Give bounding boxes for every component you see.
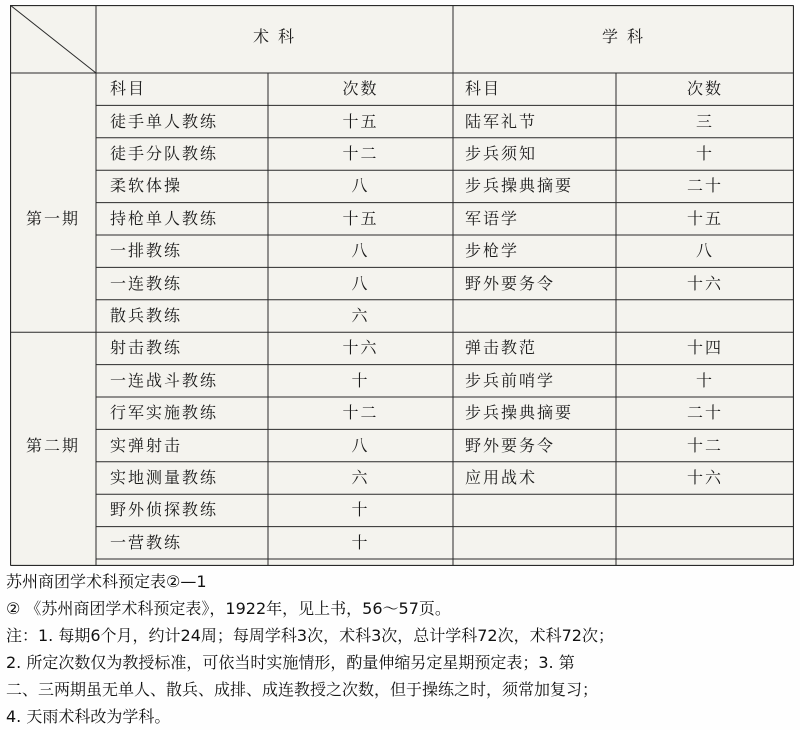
xue-count: 十 [695, 370, 714, 390]
shu-count: 八 [351, 273, 370, 293]
xue-count: 二十 [686, 403, 723, 423]
xue-count: 十 [695, 144, 714, 163]
shu-subject: 徒手分队教练 [110, 144, 219, 163]
shu-subject: 散兵教练 [110, 306, 183, 325]
header-subject-shu: 科目 [110, 79, 147, 99]
xue-subject: 步枪学 [465, 241, 520, 261]
header-xue-ke: 学 科 [601, 27, 646, 46]
shu-subject: 行军实施教练 [110, 403, 219, 423]
header-count-shu: 次数 [342, 79, 379, 99]
shu-count: 十五 [342, 111, 379, 131]
xue-subject: 野外要务令 [465, 435, 556, 455]
shu-subject: 柔软体操 [110, 176, 183, 196]
grid-line [10, 5, 96, 73]
shu-count: 十 [351, 370, 370, 390]
xue-subject: 野外要务令 [465, 273, 556, 293]
shu-count: 十六 [342, 338, 379, 358]
caption [6, 568, 796, 730]
schedule-table [10, 5, 794, 566]
shu-subject: 射击教练 [110, 338, 183, 358]
xue-subject: 陆军礼节 [465, 111, 538, 131]
xue-subject: 弹击教范 [465, 338, 538, 358]
shu-subject: 实弹射击 [110, 435, 183, 455]
shu-subject: 实地测量教练 [110, 468, 219, 487]
shu-count: 六 [351, 468, 370, 487]
xue-subject: 步兵须知 [465, 144, 538, 163]
header-count-xue: 次数 [686, 79, 723, 99]
shu-count: 十二 [342, 403, 379, 423]
xue-count: 十二 [686, 435, 723, 455]
xue-count: 十四 [686, 338, 723, 358]
xue-count: 三 [695, 111, 714, 131]
xue-count: 十六 [686, 273, 723, 293]
xue-subject: 军语学 [465, 208, 520, 228]
header-shu-ke: 术 科 [252, 27, 297, 46]
shu-count: 十五 [342, 208, 379, 228]
period-label: 第一期 [25, 208, 80, 228]
caption-note-4: 4. 天雨术科改为学科。 [6, 707, 171, 726]
shu-count: 十二 [342, 144, 379, 163]
shu-count: 八 [351, 176, 370, 196]
xue-subject: 应用战术 [465, 468, 538, 487]
caption-title: 苏州商团学术科预定表②—1 [6, 572, 207, 591]
shu-subject: 一营教练 [110, 532, 183, 552]
shu-subject: 一连教练 [110, 273, 183, 293]
shu-subject: 一连战斗教练 [110, 370, 219, 390]
shu-subject: 野外侦探教练 [110, 500, 219, 520]
shu-subject: 持枪单人教练 [110, 208, 219, 228]
period-label: 第二期 [25, 435, 80, 455]
shu-count: 十 [351, 500, 370, 520]
caption-source: ② 《苏州商团学术科预定表》，1922年，见上书，56～57页。 [6, 599, 451, 618]
shu-count: 六 [351, 306, 370, 325]
xue-count: 十五 [686, 208, 723, 228]
shu-count: 八 [351, 435, 370, 455]
shu-subject: 徒手单人教练 [110, 111, 219, 131]
header-subject-xue: 科目 [465, 79, 502, 99]
shu-subject: 一排教练 [110, 241, 183, 261]
caption-note-2: 2. 所定次数仅为教授标准，可依当时实施情形，酌量伸缩另定星期预定表；3. 第 [6, 653, 575, 672]
shu-count: 八 [351, 241, 370, 261]
xue-subject: 步兵操典摘要 [465, 176, 574, 196]
shu-count: 十 [351, 532, 370, 552]
xue-subject: 步兵前哨学 [465, 370, 556, 390]
xue-subject: 步兵操典摘要 [465, 403, 574, 423]
xue-count: 十六 [686, 468, 723, 487]
caption-note-1: 注：1. 每期6个月，约计24周；每周学科3次，术科3次，总计学科72次，术科72次； [6, 626, 614, 645]
xue-count: 二十 [686, 176, 723, 196]
caption-note-3: 二、三两期虽无单人、散兵、成排、成连教授之次数，但于操练之时，须常加复习； [6, 680, 599, 699]
xue-count: 八 [695, 241, 714, 261]
